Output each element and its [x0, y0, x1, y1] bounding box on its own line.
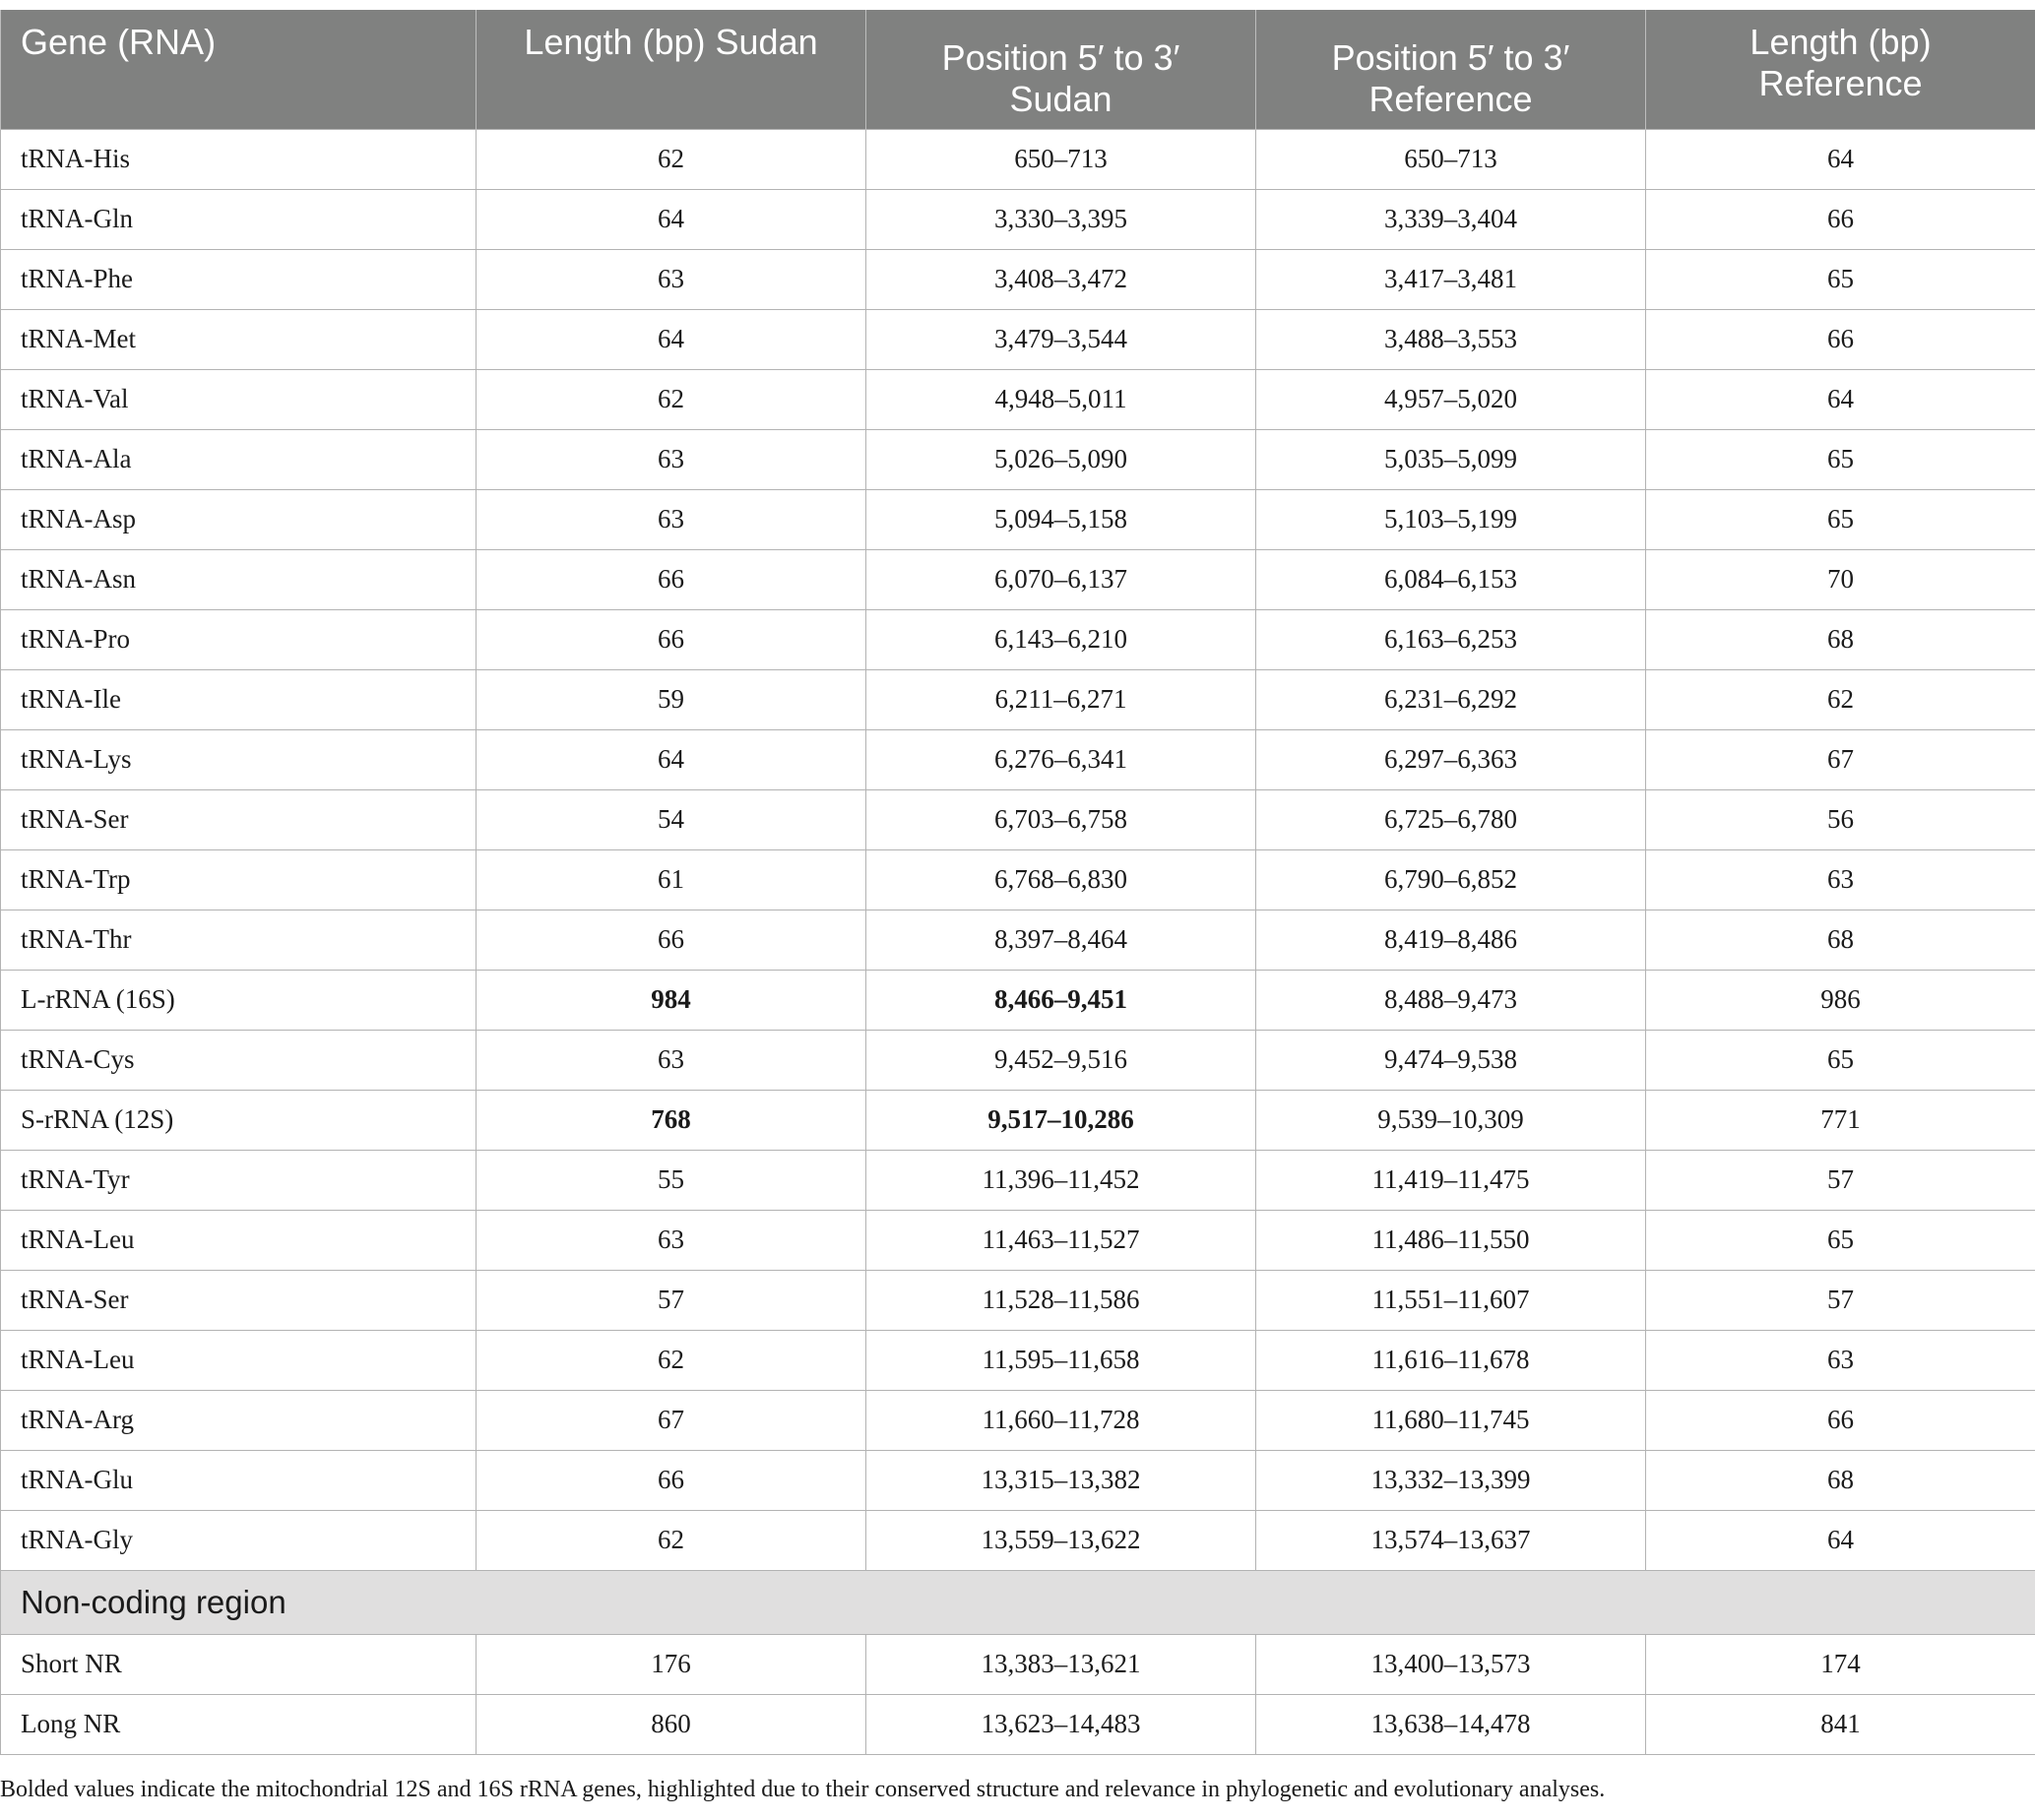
header-position-sudan-line2: Sudan: [1009, 79, 1113, 119]
position-reference-cell: 3,488–3,553: [1256, 309, 1646, 369]
table-row: [1, 1030, 2035, 1090]
gene-cell: tRNA-Lys: [1, 729, 477, 789]
length-reference-cell: 174: [1646, 1634, 2035, 1694]
table-row: [1, 129, 2035, 189]
length-reference-cell: 65: [1646, 489, 2035, 549]
table-row: [1, 309, 2035, 369]
position-sudan-cell: 11,660–11,728: [866, 1390, 1256, 1450]
position-reference-cell: 9,539–10,309: [1256, 1090, 1646, 1150]
header-length-reference-line1: Length (bp): [1749, 22, 1932, 62]
header-length-reference-line2: Reference: [1758, 63, 1923, 103]
header-position-sudan-line1: Position 5′ to 3′: [941, 37, 1180, 78]
table-row: [1, 910, 2035, 970]
table-row: [1, 669, 2035, 729]
length-sudan-cell: 62: [477, 129, 866, 189]
position-sudan-cell: 3,479–3,544: [866, 309, 1256, 369]
length-reference-cell: 771: [1646, 1090, 2035, 1150]
table-row: [1, 1390, 2035, 1450]
length-reference-cell: 56: [1646, 789, 2035, 849]
length-sudan-cell: 860: [477, 1694, 866, 1754]
table-row: [1, 729, 2035, 789]
position-sudan-cell: 8,466–9,451: [866, 970, 1256, 1030]
gene-cell: tRNA-Leu: [1, 1210, 477, 1270]
length-reference-cell: 68: [1646, 910, 2035, 970]
gene-cell: tRNA-Arg: [1, 1390, 477, 1450]
position-reference-cell: 6,084–6,153: [1256, 549, 1646, 609]
length-sudan-cell: 63: [477, 1030, 866, 1090]
position-sudan-cell: 13,623–14,483: [866, 1694, 1256, 1754]
position-reference-cell: 3,417–3,481: [1256, 249, 1646, 309]
header-row: [1, 10, 2035, 129]
position-reference-cell: 6,725–6,780: [1256, 789, 1646, 849]
position-reference-cell: 11,551–11,607: [1256, 1270, 1646, 1330]
header-length-reference: [1646, 10, 2035, 129]
length-reference-cell: 57: [1646, 1150, 2035, 1210]
header-position-reference: [1256, 10, 1646, 129]
gene-cell: tRNA-Met: [1, 309, 477, 369]
length-sudan-cell: 54: [477, 789, 866, 849]
table-row: [1, 429, 2035, 489]
position-sudan-cell: 11,528–11,586: [866, 1270, 1256, 1330]
position-sudan-cell: 6,211–6,271: [866, 669, 1256, 729]
length-reference-cell: 63: [1646, 1330, 2035, 1390]
position-sudan-cell: 9,517–10,286: [866, 1090, 1256, 1150]
length-reference-cell: 986: [1646, 970, 2035, 1030]
length-reference-cell: 63: [1646, 849, 2035, 910]
position-reference-cell: 6,163–6,253: [1256, 609, 1646, 669]
position-sudan-cell: 6,768–6,830: [866, 849, 1256, 910]
position-reference-cell: 11,680–11,745: [1256, 1390, 1646, 1450]
position-reference-cell: 6,790–6,852: [1256, 849, 1646, 910]
position-reference-cell: 3,339–3,404: [1256, 189, 1646, 249]
length-sudan-cell: 55: [477, 1150, 866, 1210]
length-sudan-cell: 67: [477, 1390, 866, 1450]
length-sudan-cell: 63: [477, 1210, 866, 1270]
section-row: [1, 1570, 2035, 1634]
table-row: [1, 1510, 2035, 1570]
gene-cell: tRNA-Ile: [1, 669, 477, 729]
gene-cell: L-rRNA (16S): [1, 970, 477, 1030]
table-row: [1, 789, 2035, 849]
table-row: [1, 1150, 2035, 1210]
table-row: [1, 189, 2035, 249]
position-sudan-cell: 650–713: [866, 129, 1256, 189]
table-row: [1, 1270, 2035, 1330]
length-sudan-cell: 61: [477, 849, 866, 910]
position-sudan-cell: 3,408–3,472: [866, 249, 1256, 309]
gene-cell: tRNA-Tyr: [1, 1150, 477, 1210]
gene-cell: tRNA-Ser: [1, 789, 477, 849]
length-sudan-cell: 59: [477, 669, 866, 729]
table-row: [1, 970, 2035, 1030]
gene-cell: tRNA-Ala: [1, 429, 477, 489]
length-reference-cell: 64: [1646, 1510, 2035, 1570]
gene-cell: tRNA-Thr: [1, 910, 477, 970]
length-sudan-cell: 64: [477, 189, 866, 249]
length-sudan-cell: 62: [477, 1330, 866, 1390]
table-row: [1, 489, 2035, 549]
length-reference-cell: 65: [1646, 429, 2035, 489]
length-reference-cell: 68: [1646, 1450, 2035, 1510]
position-sudan-cell: 13,383–13,621: [866, 1634, 1256, 1694]
position-reference-cell: 13,574–13,637: [1256, 1510, 1646, 1570]
footnote: Bolded values indicate the mitochondrial 12S and 16S rRNA genes, highlighted due to their conserved structure and relevance in phylogenetic and evolutionary analyses.: [0, 1777, 1606, 1802]
length-reference-cell: 64: [1646, 129, 2035, 189]
position-reference-cell: 11,616–11,678: [1256, 1330, 1646, 1390]
position-sudan-cell: 6,070–6,137: [866, 549, 1256, 609]
table-row: [1, 1694, 2035, 1754]
table-row: [1, 1090, 2035, 1150]
position-sudan-cell: 5,026–5,090: [866, 429, 1256, 489]
length-sudan-cell: 63: [477, 249, 866, 309]
position-reference-cell: 13,332–13,399: [1256, 1450, 1646, 1510]
length-sudan-cell: 66: [477, 609, 866, 669]
position-reference-cell: 5,035–5,099: [1256, 429, 1646, 489]
length-sudan-cell: 66: [477, 910, 866, 970]
table-header: [1, 10, 2035, 129]
length-sudan-cell: 66: [477, 549, 866, 609]
length-sudan-cell: 66: [477, 1450, 866, 1510]
length-sudan-cell: 64: [477, 729, 866, 789]
table-row: [1, 249, 2035, 309]
position-sudan-cell: 9,452–9,516: [866, 1030, 1256, 1090]
length-reference-cell: 841: [1646, 1694, 2035, 1754]
gene-cell: tRNA-Val: [1, 369, 477, 429]
position-sudan-cell: 8,397–8,464: [866, 910, 1256, 970]
length-reference-cell: 65: [1646, 1210, 2035, 1270]
position-reference-cell: 650–713: [1256, 129, 1646, 189]
length-reference-cell: 65: [1646, 249, 2035, 309]
gene-cell: tRNA-Gln: [1, 189, 477, 249]
gene-cell: tRNA-Cys: [1, 1030, 477, 1090]
position-reference-cell: 4,957–5,020: [1256, 369, 1646, 429]
position-reference-cell: 11,419–11,475: [1256, 1150, 1646, 1210]
length-sudan-cell: 984: [477, 970, 866, 1030]
gene-cell: tRNA-Gly: [1, 1510, 477, 1570]
gene-cell: Short NR: [1, 1634, 477, 1694]
position-sudan-cell: 13,559–13,622: [866, 1510, 1256, 1570]
table-row: [1, 1450, 2035, 1510]
rna-gene-table: [0, 10, 2035, 1755]
gene-cell: tRNA-Glu: [1, 1450, 477, 1510]
header-position-sudan: [866, 10, 1256, 129]
length-reference-cell: 65: [1646, 1030, 2035, 1090]
position-reference-cell: 13,400–13,573: [1256, 1634, 1646, 1694]
length-sudan-cell: 62: [477, 369, 866, 429]
position-reference-cell: 6,231–6,292: [1256, 669, 1646, 729]
gene-cell: tRNA-Phe: [1, 249, 477, 309]
table-row: [1, 1210, 2035, 1270]
table-row: [1, 1634, 2035, 1694]
position-reference-cell: 9,474–9,538: [1256, 1030, 1646, 1090]
header-position-reference-line1: Position 5′ to 3′: [1331, 37, 1570, 78]
gene-cell: tRNA-Pro: [1, 609, 477, 669]
position-sudan-cell: 6,703–6,758: [866, 789, 1256, 849]
table-body: [1, 129, 2035, 1754]
length-sudan-cell: 176: [477, 1634, 866, 1694]
position-reference-cell: 13,638–14,478: [1256, 1694, 1646, 1754]
length-reference-cell: 67: [1646, 729, 2035, 789]
length-reference-cell: 64: [1646, 369, 2035, 429]
position-reference-cell: 5,103–5,199: [1256, 489, 1646, 549]
length-reference-cell: 66: [1646, 189, 2035, 249]
gene-cell: tRNA-Asp: [1, 489, 477, 549]
position-sudan-cell: 3,330–3,395: [866, 189, 1256, 249]
length-sudan-cell: 63: [477, 429, 866, 489]
gene-cell: tRNA-His: [1, 129, 477, 189]
position-sudan-cell: 6,143–6,210: [866, 609, 1256, 669]
position-sudan-cell: 11,595–11,658: [866, 1330, 1256, 1390]
length-reference-cell: 70: [1646, 549, 2035, 609]
position-reference-cell: 6,297–6,363: [1256, 729, 1646, 789]
length-reference-cell: 57: [1646, 1270, 2035, 1330]
table-row: [1, 609, 2035, 669]
length-sudan-cell: 768: [477, 1090, 866, 1150]
header-position-reference-line2: Reference: [1368, 79, 1533, 119]
table-row: [1, 369, 2035, 429]
gene-cell: Long NR: [1, 1694, 477, 1754]
position-sudan-cell: 6,276–6,341: [866, 729, 1256, 789]
position-reference-cell: 8,488–9,473: [1256, 970, 1646, 1030]
length-sudan-cell: 62: [477, 1510, 866, 1570]
gene-cell: tRNA-Trp: [1, 849, 477, 910]
position-sudan-cell: 11,463–11,527: [866, 1210, 1256, 1270]
length-sudan-cell: 64: [477, 309, 866, 369]
table-row: [1, 549, 2035, 609]
position-sudan-cell: 13,315–13,382: [866, 1450, 1256, 1510]
position-sudan-cell: 4,948–5,011: [866, 369, 1256, 429]
length-reference-cell: 66: [1646, 309, 2035, 369]
length-sudan-cell: 57: [477, 1270, 866, 1330]
length-reference-cell: 66: [1646, 1390, 2035, 1450]
position-sudan-cell: 11,396–11,452: [866, 1150, 1256, 1210]
gene-cell: tRNA-Asn: [1, 549, 477, 609]
gene-cell: tRNA-Ser: [1, 1270, 477, 1330]
table-row: [1, 1330, 2035, 1390]
position-sudan-cell: 5,094–5,158: [866, 489, 1256, 549]
gene-cell: S-rRNA (12S): [1, 1090, 477, 1150]
table-row: [1, 849, 2035, 910]
length-reference-cell: 68: [1646, 609, 2035, 669]
length-reference-cell: 62: [1646, 669, 2035, 729]
section-label: Non-coding region: [1, 1570, 2035, 1634]
length-sudan-cell: 63: [477, 489, 866, 549]
header-length-sudan: Length (bp) Sudan: [477, 10, 866, 129]
position-reference-cell: 8,419–8,486: [1256, 910, 1646, 970]
gene-cell: tRNA-Leu: [1, 1330, 477, 1390]
position-reference-cell: 11,486–11,550: [1256, 1210, 1646, 1270]
header-gene: Gene (RNA): [1, 10, 477, 129]
